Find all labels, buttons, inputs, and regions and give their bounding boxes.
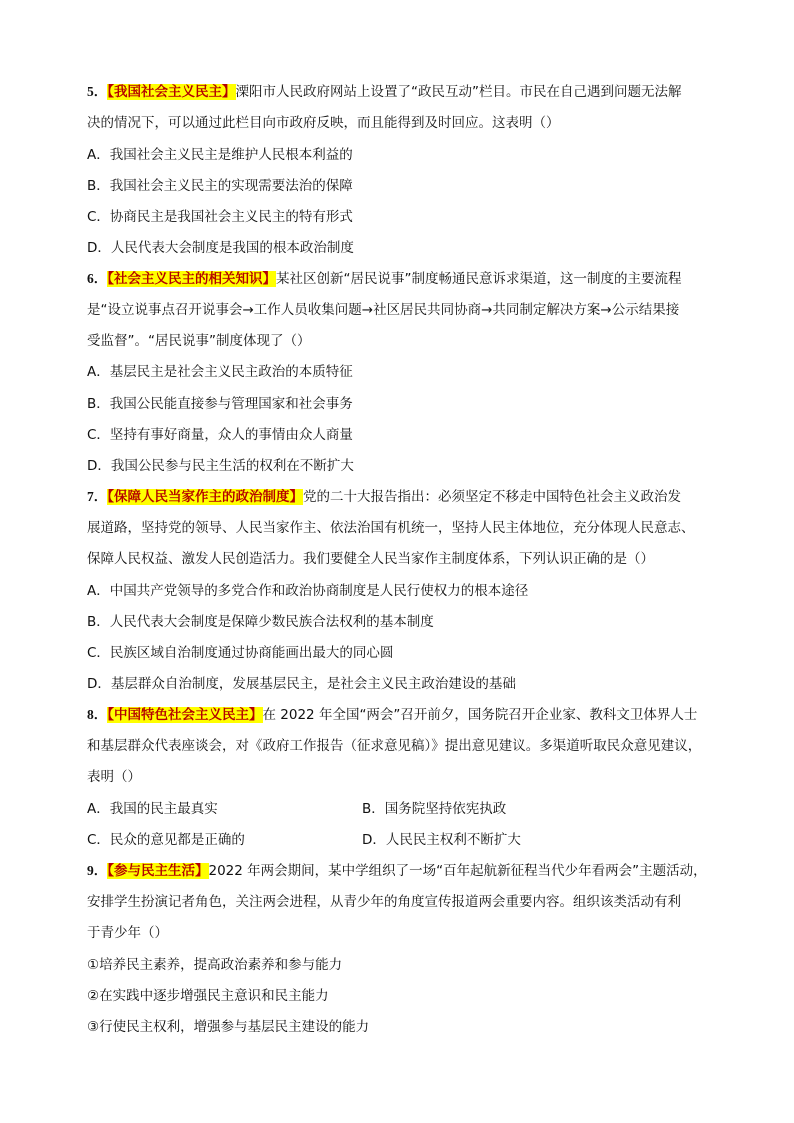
question-9-topic-tag: 【参与民主生活】: [107, 863, 209, 879]
question-7-stem-line-3: 保障人民权益、激发人民创造活力。我们要健全人民当家作主制度体系，下列认识正确的是（）: [87, 551, 654, 567]
question-6-option-b: B．我国公民能直接参与管理国家和社会事务: [87, 396, 353, 412]
question-6-option-c: C．坚持有事好商量，众人的事情由众人商量: [87, 427, 353, 443]
question-7-stem-line-2: 展道路，坚持党的领导、人民当家作主、依法治国有机统一，坚持人民主体地位，充分体现人民意志、: [87, 520, 695, 536]
question-5-stem-line-1: [87, 82, 682, 102]
question-7-topic-tag: 【保障人民当家作主的政治制度】: [107, 489, 303, 505]
question-6-number: 6．: [87, 271, 108, 286]
question-8-stem-line-2: 和基层群众代表座谈会，对《政府工作报告（征求意见稿）》提出意见建议。多渠道听取民众意见建议，: [87, 738, 702, 754]
question-8-stem-line-1: [87, 705, 697, 725]
question-8-number: 8．: [87, 707, 108, 722]
question-7-option-b: B．人民代表大会制度是保障少数民族合法权利的基本制度: [87, 614, 434, 630]
question-5-text-1: 溧阳市人民政府网站上设置了“政民互动”栏目。市民在自己遇到问题无法解: [235, 84, 682, 100]
question-7-text-1: 党的二十大报告指出：必须坚定不移走中国特色社会主义政治发: [303, 489, 681, 505]
question-8-option-a: A．我国的民主最真实: [87, 801, 218, 817]
question-7-stem-line-1: [87, 487, 681, 507]
question-6-topic-tag: 【社会主义民主的相关知识】: [107, 271, 276, 287]
question-5-option-d: D．人民代表大会制度是我国的根本政治制度: [87, 240, 354, 256]
question-9-stem-line-1: [87, 861, 707, 881]
question-5-option-b: B．我国社会主义民主的实现需要法治的保障: [87, 178, 353, 194]
question-7-option-c: C．民族区域自治制度通过协商能画出最大的同心圆: [87, 645, 394, 661]
question-8-text-1: 在 2022 年全国“两会”召开前夕，国务院召开企业家、教科文卫体界人士: [262, 707, 698, 723]
question-7-option-d: D．基层群众自治制度，发展基层民主，是社会主义民主政治建设的基础: [87, 676, 516, 692]
question-8-option-d: D．人民民主权利不断扩大: [362, 832, 521, 848]
question-9-text-1: 2022 年两会期间，某中学组织了一场“百年起航新征程当代少年看两会”主题活动，: [208, 863, 707, 879]
question-7-option-a: A．中国共产党领导的多党合作和政治协商制度是人民行使权力的根本途径: [87, 583, 529, 599]
question-7-number: 7．: [87, 489, 108, 504]
question-8-stem-line-3: 表明（）: [87, 769, 141, 785]
question-8-option-c: C．民众的意见都是正确的: [87, 832, 245, 848]
question-5-stem-line-2: 决的情况下，可以通过此栏目向市政府反映，而且能得到及时回应。这表明（）: [87, 115, 560, 131]
question-5-option-a: A．我国社会主义民主是维护人民根本利益的: [87, 147, 353, 163]
question-6-stem-line-3: 受监督”。“居民说事”制度体现了（）: [87, 333, 311, 349]
question-6-text-1: 某社区创新“居民说事”制度畅通民意诉求渠道，这一制度的主要流程: [276, 271, 682, 287]
question-9-statement-1: ①培养民主素养，提高政治素养和参与能力: [87, 957, 343, 973]
question-5-number: 5．: [87, 84, 108, 99]
question-9-statement-3: ③行使民主权利，增强参与基层民主建设的能力: [87, 1019, 370, 1035]
question-8-option-b: B．国务院坚持依宪执政: [362, 801, 507, 817]
question-5-option-c: C．协商民主是我国社会主义民主的特有形式: [87, 209, 353, 225]
question-6-stem-line-2: 是“设立说事点召开说事会→工作人员收集问题→社区居民共同协商→共同制定解决方案→公示结果接: [87, 302, 680, 318]
question-9-stem-line-2: 安排学生扮演记者角色，关注两会进程，从青少年的角度宣传报道两会重要内容。组织该类活动有利: [87, 894, 681, 910]
question-9-statement-2: ②在实践中逐步增强民主意识和民主能力: [87, 988, 329, 1004]
question-9-number: 9．: [87, 863, 108, 878]
question-5-topic-tag: 【我国社会主义民主】: [107, 84, 236, 100]
question-8-topic-tag: 【中国特色社会主义民主】: [107, 707, 263, 723]
question-6-stem-line-1: [87, 269, 682, 289]
question-6-option-d: D．我国公民参与民主生活的权利在不断扩大: [87, 458, 354, 474]
question-9-stem-line-3: 于青少年（）: [87, 925, 168, 941]
question-6-option-a: A．基层民主是社会主义民主政治的本质特征: [87, 364, 353, 380]
